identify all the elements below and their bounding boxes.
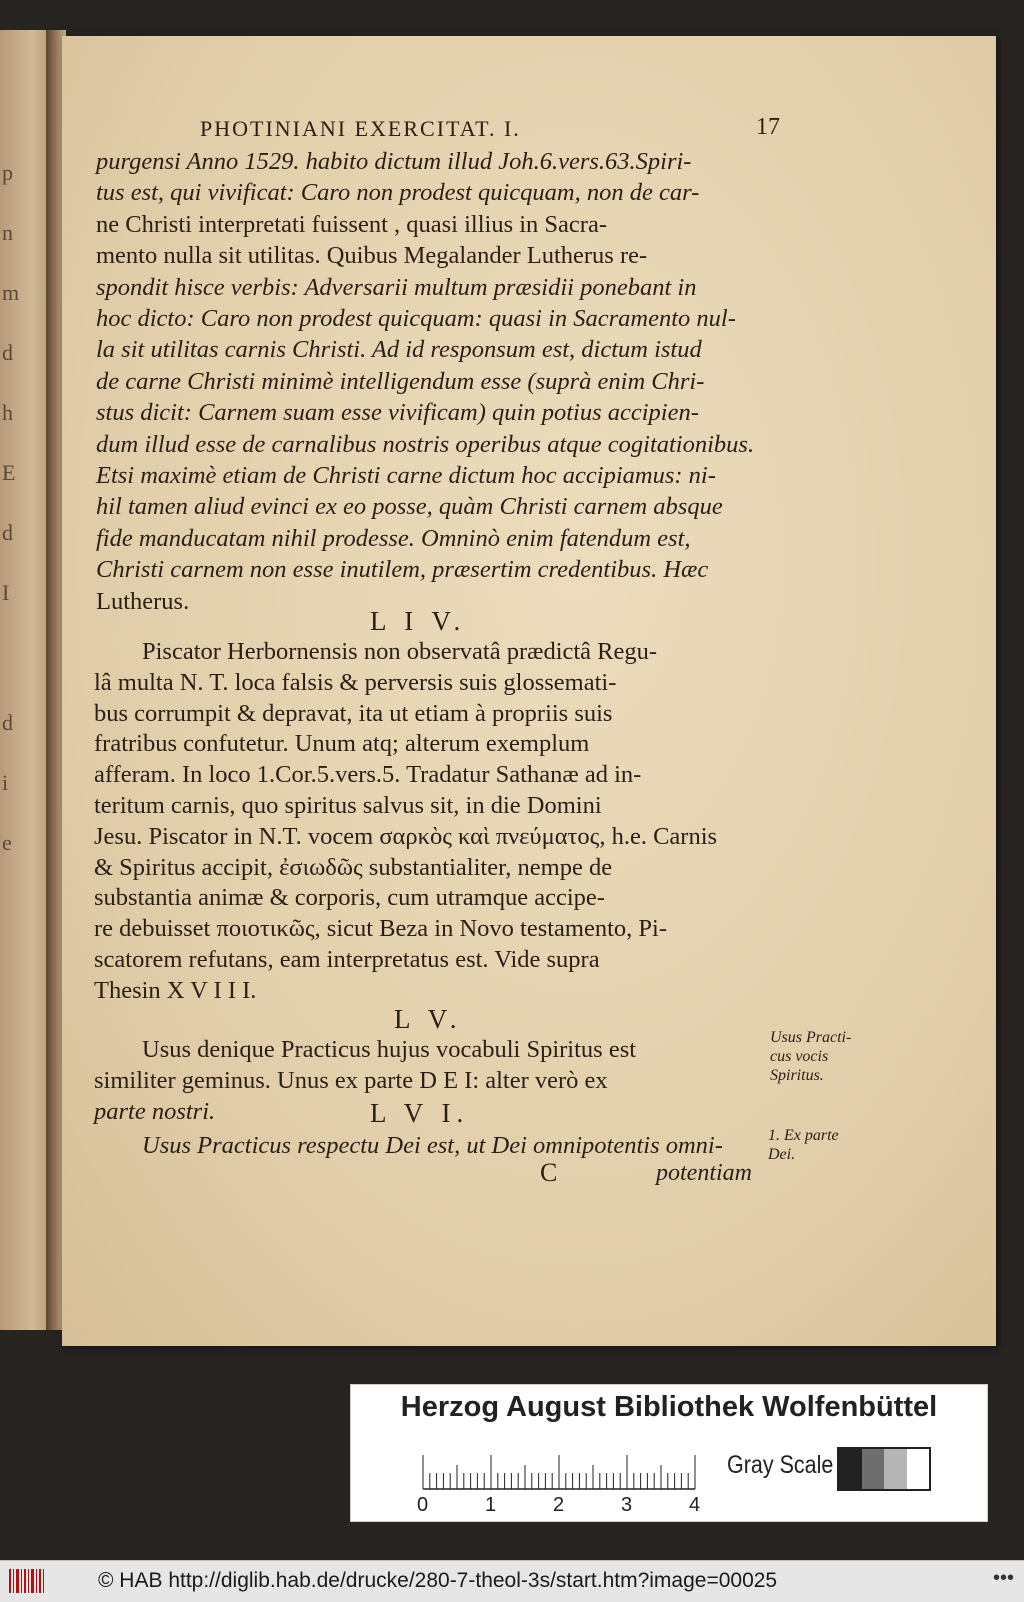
gray-scale-label: Gray Scale: [727, 1451, 834, 1479]
text-line: parte nostri.: [94, 1098, 216, 1125]
text-line: afferam. In loco 1.Cor.5.vers.5. Tradatur Sathanæ ad in-: [94, 761, 642, 789]
section-heading-liv: L I V.: [370, 606, 467, 636]
text-line: purgensi Anno 1529. habito dictum illud Joh.6.vers.63.Spiri-: [96, 148, 692, 175]
source-url-text: © HAB http://diglib.hab.de/drucke/280-7-theol-3s/start.htm?image=00025: [98, 1569, 778, 1592]
text-line: de carne Christi minimè intelligendum esse (suprà enim Chri-: [96, 367, 705, 395]
running-head: PHOTINIANI EXERCITAT. I.: [200, 116, 521, 141]
left-page-edge: p n m d h E d I d i e: [0, 30, 60, 1330]
gray-swatch: [907, 1449, 930, 1489]
text-line: mento nulla sit utilitas. Quibus Megalander Lutherus re-: [96, 242, 648, 270]
gray-swatch: [884, 1449, 907, 1489]
margin-note-usus: Usus Practi- cus vocis Spiritus.: [770, 1029, 852, 1084]
text-line: spondit hisce verbis: Adversarii multum præsidii ponebant in: [96, 273, 697, 301]
text-line: fratribus confutetur. Unum atq; alterum exemplum: [94, 730, 590, 758]
text-line: similiter geminus. Unus ex parte D E I: alter verò ex: [94, 1067, 608, 1094]
text-line: tus est, qui vivificat: Caro non prodest quicquam, non de car-: [96, 179, 700, 207]
text-line: & Spiritus accipit, ἐσιωδῶς substantialiter, nempe de: [94, 853, 613, 881]
status-bar: [0, 1560, 1024, 1602]
text-line: Thesin X V I I I.: [94, 976, 257, 1004]
text-line: Christi carnem non esse inutilem, præsertim credentibus. Hæc: [96, 556, 709, 584]
text-line: Etsi maximè etiam de Christi carne dictum hoc accipiamus: ni-: [96, 462, 716, 489]
text-line: la sit utilitas carnis Christi. Ad id responsum est, dictum istud: [96, 336, 702, 364]
text-line: Lutherus.: [96, 587, 190, 615]
text-line: re debuisset ποιοτικῶς, sicut Beza in Novo testamento, Pi-: [94, 915, 667, 943]
gray-swatch: [839, 1449, 862, 1489]
text-line: lâ multa N. T. loca falsis & perversis suis glossemati-: [94, 668, 617, 696]
gray-swatch: [862, 1449, 885, 1489]
text-line: Piscator Herbornensis non observatâ prædictâ Regu-: [142, 638, 658, 665]
section-heading-lvi: L V I.: [370, 1098, 470, 1128]
catchword: potentiam: [656, 1160, 752, 1186]
signature-mark: C: [540, 1158, 558, 1187]
text-line: ne Christi interpretati fuissent , quasi illius in Sacra-: [96, 210, 607, 238]
text-line: hil tamen aliud evinci ex eo posse, quàm Christi carnem absque: [96, 493, 723, 521]
barcode-icon: [8, 1567, 48, 1595]
ruler-number: 0: [417, 1494, 429, 1516]
text-line: Jesu. Piscator in N.T. vocem σαρκὸς καὶ πνεύματος, h.e. Carnis: [94, 822, 718, 850]
page-number: 17: [756, 114, 780, 140]
scale-ruler: [417, 1445, 703, 1516]
ruler-number: 4: [689, 1494, 701, 1516]
ruler-number: 2: [553, 1494, 565, 1516]
ruler-number: 3: [621, 1494, 633, 1516]
text-line: hoc dicto: Caro non prodest quicquam: quasi in Sacramento nul-: [96, 305, 736, 332]
ruler-number: 1: [485, 1494, 497, 1516]
section-heading-lv: L V.: [394, 1004, 463, 1034]
text-line: bus corrumpit & depravat, ita ut etiam à propriis suis: [94, 699, 613, 727]
text-line: dum illud esse de carnalibus nostris operibus atque cogitationibus.: [96, 430, 755, 458]
library-name: Herzog August Bibliothek Wolfenbüttel: [400, 1391, 938, 1423]
text-line: Usus denique Practicus hujus vocabuli Spiritus est: [142, 1036, 637, 1063]
text-line: scatorem refutans, eam interpretatus est. Vide supra: [94, 946, 600, 973]
more-options-icon[interactable]: •••: [992, 1567, 1014, 1589]
text-line-lvi: Usus Practicus respectu Dei est, ut Dei omnipotentis omni-: [142, 1132, 723, 1159]
text-line: fide manducatam nihil prodesse. Omninò enim fatendum est,: [96, 524, 691, 552]
text-line: substantia animæ & corporis, cum utramque accipe-: [94, 884, 605, 912]
margin-note-ex-parte-dei: 1. Ex parte Dei.: [768, 1127, 839, 1163]
text-line: teritum carnis, quo spiritus salvus sit, in die Domini: [94, 792, 602, 819]
library-calibration-card: [350, 1384, 988, 1522]
gray-scale-swatches: [837, 1447, 931, 1491]
text-line: stus dicit: Carnem suam esse vivificam) quin potius accipien-: [96, 399, 699, 427]
